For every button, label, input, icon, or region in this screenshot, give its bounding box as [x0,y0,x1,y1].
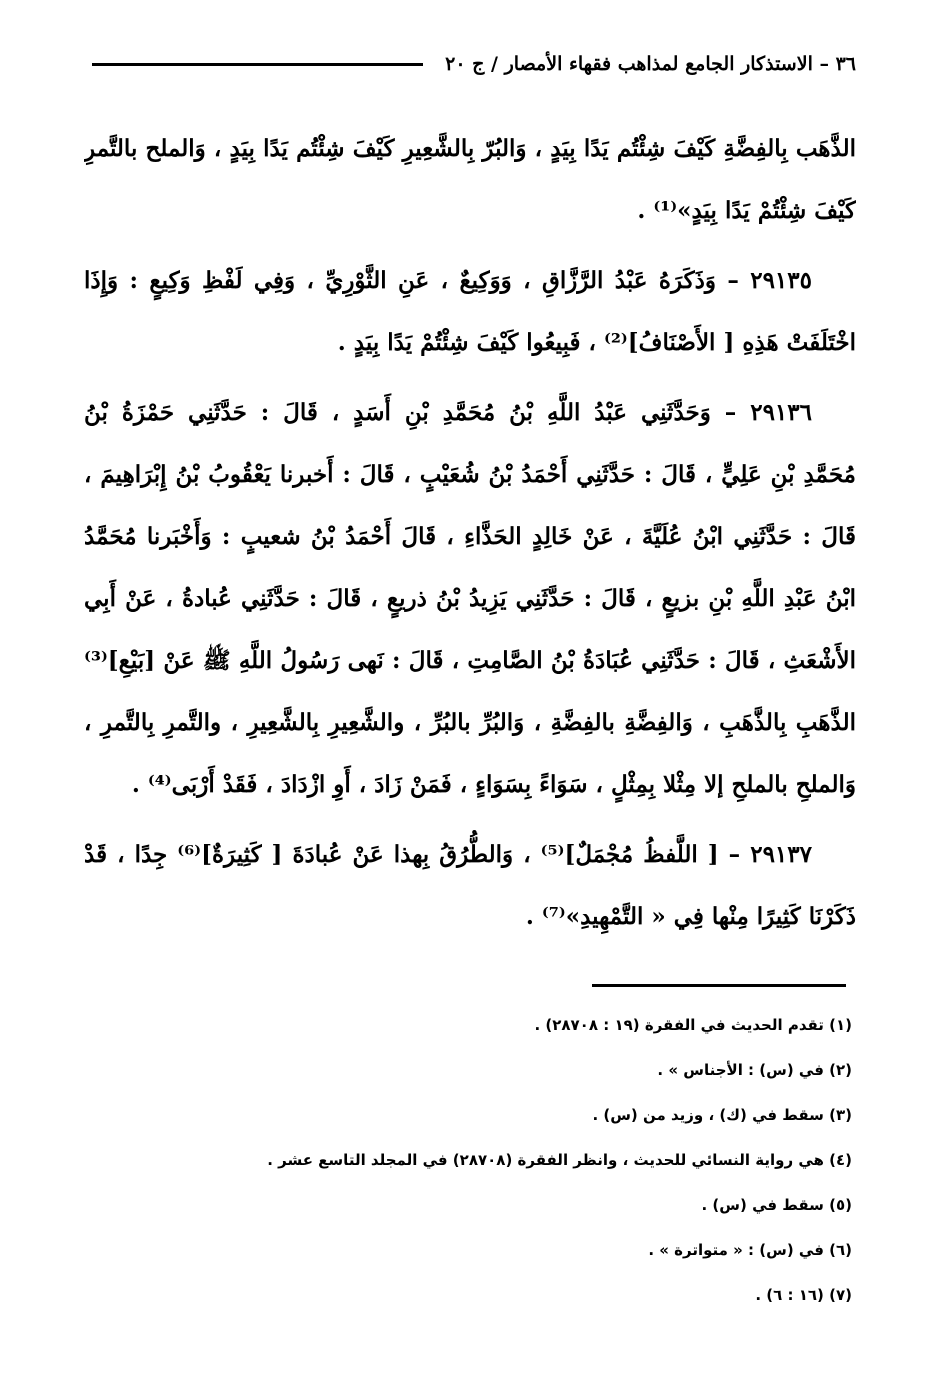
header-title: ٣٦ – الاستذكار الجامع لمذاهب فقهاء الأمصار / ج ٢٠ [445,53,856,75]
text-line: وَالملحِ بالملحِ إلا مِثْلا بِمِثْلٍ ، سَوَاءً بِسَوَاءٍ ، فَمَنْ زَادَ ، أَوِ ازْدَادَ ، فَقَدْ أَرْبَى⁽⁴⁾ . [131,771,856,798]
text-line: الذَّهَب بِالفِضَّةِ كَيْفَ شِئْتُم يَدًا بِيَدٍ ، وَالبُرّ بِالشَّعِيرِ كَيْفَ شِئْتُم يَدًا بِيَدٍ ، وَالملح بالتَّمرِ [84,135,856,162]
running-header [92,44,856,84]
text-line: قَالَ : حَدَّثَنِي ابْنُ عُلَيَّةَ ، عَنْ خَالِدٍ الحَذَّاءِ ، قَالَ أَحْمَدُ بْنُ شعيبٍ : وَأَخْبَرنا مُحَمَّدُ [84,523,856,550]
text-line: مُحَمَّدِ بْنِ عَلِيٍّ ، قَالَ : حَدَّثَنِي أَحْمَدُ بْنُ شُعَيْبٍ ، قَالَ : أَخبرنا يَعْقُوبُ بْنُ إِبْرَاهِيمَ ، [84,461,856,488]
text-line: الأَشْعَثِ ، قَالَ : حَدَّثَنِي عُبَادَةُ بْنُ الصَّامِتِ ، قَالَ : نَهى رَسُولُ اللَّهِ ﷺ عَنْ [بَيْعِ]⁽³⁾ [84,647,856,674]
text-line: الذَّهَبِ بِالذَّهَبِ ، وَالفِضَّةِ بالفِضَّةِ ، وَالبُرِّ بالبُرِّ ، والشَّعِيرِ بِالشَّعِيرِ ، والتَّمرِ بِالتَّمرِ ، [84,709,856,736]
footnote-separator [592,984,846,987]
main-text [84,118,856,948]
footnote-item: (٦) في (س) : « متواترة » . [648,1241,852,1259]
text-line: كَيْفَ شِئْتُمْ يَدًا بِيَدٍ»⁽¹⁾ . [637,197,856,224]
footnotes [84,1010,852,1325]
text-line: اخْتَلَفَتْ هَذِهِ [ الأَصْنَافُ]⁽²⁾ ، فَبِيعُوا كَيْفَ شِئْتُمْ يَدًا بِيَدٍ . [337,329,856,356]
text-line: ابْنُ عَبْدِ اللَّهِ بْنِ بزيعٍ ، قَالَ : حَدَّثَنِي يَزِيدُ بْنُ ذريعٍ ، قَالَ : حَدَّثَنِي عُبادةُ ، عَنْ أَبِي [84,585,856,612]
footnote-item: (٤) هي رواية النسائي للحديث ، وانظر الفقرة (٢٨٧٠٨) في المجلد التاسع عشر . [267,1151,852,1169]
text-line: ذَكَرْنَا كَثِيرًا مِنْها فِي « التَّمْهِيدِ»⁽⁷⁾ . [525,903,856,930]
footnote-item: (٢) في (س) : الأجناس » . [657,1061,852,1079]
footnote-item: (١) تقدم الحديث في الفقرة (١٩ : ٢٨٧٠٨) . [534,1016,852,1034]
text-line: ٢٩١٣٥ – وَذَكَرَهُ عَبْدُ الرَّزَّاقِ ، وَوَكِيعٌ ، عَنِ الثَّوْرِيِّ ، وَفِي لَفْظِ وَكِيعٍ : وَإِذَا [84,267,812,294]
text-line: ٢٩١٣٦ – وَحَدَّثَنِي عَبْدُ اللَّهِ بْنُ مُحَمَّدِ بْنِ أَسَدٍ ، قَالَ : حَدَّثَنِي حَمْزَةُ بْنُ [84,399,812,426]
header-rule [92,63,423,66]
footnote-item: (٣) سقط في (ك) ، وزيد من (س) . [592,1106,852,1124]
text-line: ٢٩١٣٧ – [ اللَّفظُ مُجْمَلٌ]⁽⁵⁾ ، وَالطُّرُقُ بِهذا عَنْ عُبادَةَ [ كَثِيرَةٌ]⁽⁶⁾ جِدًا ، قَدْ [84,841,812,868]
footnote-item: (٥) سقط في (س) . [701,1196,852,1214]
footnote-item: (٧) (١٦ : ٦) . [755,1286,852,1304]
